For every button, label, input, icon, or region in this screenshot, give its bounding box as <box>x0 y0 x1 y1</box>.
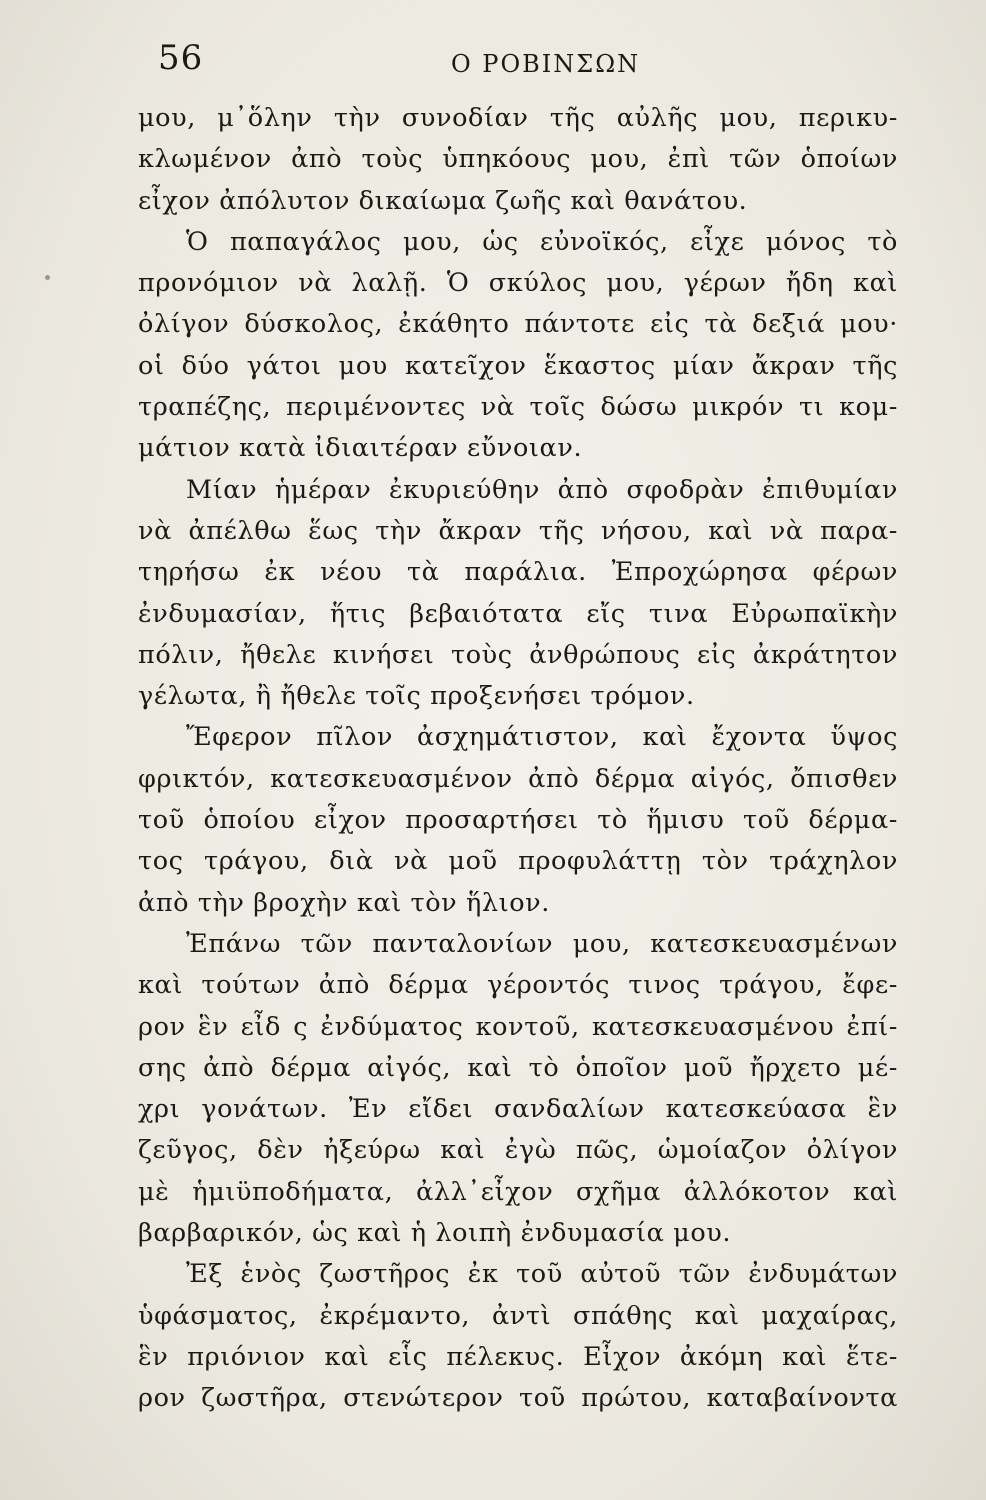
text-line: σης ἀπὸ δέρμα αἰγός, καὶ τὸ ὁποῖον μοῦ ἤρχετο μέ- <box>138 1052 898 1083</box>
text-line: ὑφάσματος, ἐκρέμαντο, ἀντὶ σπάθης καὶ μαχαίρας, <box>138 1300 898 1331</box>
page-header <box>0 38 986 98</box>
text-line: εἶχον ἀπόλυτον δικαίωμα ζωῆς καὶ θανάτου. <box>138 185 748 216</box>
text-line: τοῦ ὁποίου εἶχον προσαρτήσει τὸ ἥμισυ τοῦ δέρμα- <box>138 805 898 836</box>
text-line: φρικτόν, κατεσκευασμένον ἀπὸ δέρμα αἰγός, ὄπισθεν <box>138 763 898 794</box>
page-number: 56 <box>158 38 204 78</box>
text-line: νὰ ἀπέλθω ἕως τὴν ἄκραν τῆς νήσου, καὶ νὰ παρα- <box>138 515 898 546</box>
text-line: καὶ τούτων ἀπὸ δέρμα γέροντός τινος τράγου, ἔφε- <box>138 970 898 1001</box>
text-line: Ἔφερον πῖλον ἀσχημάτιστον, καὶ ἔχοντα ὕψος <box>186 722 898 753</box>
text-line: ἀπὸ τὴν βροχὴν καὶ τὸν ἥλιον. <box>138 887 550 918</box>
text-line: ρον ζωστῆρα, στενώτερον τοῦ πρώτου, καταβαίνοντα <box>138 1383 898 1414</box>
text-line: γέλωτα, ἢ ἤθελε τοῖς προξενήσει τρόμον. <box>138 681 695 712</box>
text-line: Ὁ παπαγάλος μου, ὡς εὐνοϊκός, εἶχε μόνος τὸ <box>186 226 898 257</box>
text-line: ἐνδυμασίαν, ἥτις βεβαιότατα εἴς τινα Εὐρωπαϊκὴν <box>138 598 898 629</box>
text-line: Ἐξ ἑνὸς ζωστῆρος ἐκ τοῦ αὐτοῦ τῶν ἐνδυμάτων <box>186 1259 898 1290</box>
body-text <box>138 98 898 1420</box>
text-line: μου, μ᾽ὅλην τὴν συνοδίαν τῆς αὐλῆς μου, περικυ- <box>138 103 898 133</box>
text-line: μὲ ἡμιϋποδήματα, ἀλλ᾽εἶχον σχῆμα ἀλλόκοτον καὶ <box>138 1176 898 1207</box>
text-line: πόλιν, ἤθελε κινήσει τοὺς ἀνθρώπους εἰς ἀκράτητον <box>138 639 898 670</box>
text-line: προνόμιον νὰ λαλῇ. Ὁ σκύλος μου, γέρων ἤδη καὶ <box>138 268 898 299</box>
text-line: βαρβαρικόν, ὡς καὶ ἡ λοιπὴ ἐνδυμασία μου. <box>138 1218 732 1249</box>
text-line: χρι γονάτων. Ἐν εἴδει σανδαλίων κατεσκεύασα ἓν <box>138 1094 898 1125</box>
text-line: τραπέζης, περιμένοντες νὰ τοῖς δώσω μικρόν τι κομ- <box>138 392 898 423</box>
text-line: μάτιον κατὰ ἰδιαιτέραν εὔνοιαν. <box>138 433 583 464</box>
running-title: Ο ΡΟΒΙΝΣΩΝ <box>451 50 641 78</box>
text-line: ρον ἓν εἶδ ς ἐνδύματος κοντοῦ, κατεσκευασμένου ἐπί- <box>138 1011 898 1042</box>
text-line: τηρήσω ἐκ νέου τὰ παράλια. Ἐπροχώρησα φέρων <box>138 557 898 588</box>
text-line: οἱ δύο γάτοι μου κατεῖχον ἕκαστος μίαν ἄκραν τῆς <box>138 350 898 381</box>
text-line: ὀλίγον δύσκολος, ἐκάθητο πάντοτε εἰς τὰ δεξιά μου· <box>138 309 898 340</box>
text-line: ζεῦγος, δὲν ἠξεύρω καὶ ἐγὼ πῶς, ὡμοίαζον ὀλίγον <box>138 1135 898 1166</box>
text-line: ἓν πριόνιον καὶ εἷς πέλεκυς. Εἶχον ἀκόμη καὶ ἕτε- <box>138 1341 898 1372</box>
text-line: Μίαν ἡμέραν ἐκυριεύθην ἀπὸ σφοδρὰν ἐπιθυμίαν <box>186 474 898 505</box>
text-line: Ἐπάνω τῶν πανταλονίων μου, κατεσκευασμένων <box>186 928 898 959</box>
print-speck <box>45 275 50 280</box>
text-line: κλωμένον ἀπὸ τοὺς ὑπηκόους μου, ἐπὶ τῶν ὁποίων <box>138 144 898 175</box>
text-line: τος τράγου, διὰ νὰ μοῦ προφυλάττῃ τὸν τράχηλον <box>138 846 898 877</box>
